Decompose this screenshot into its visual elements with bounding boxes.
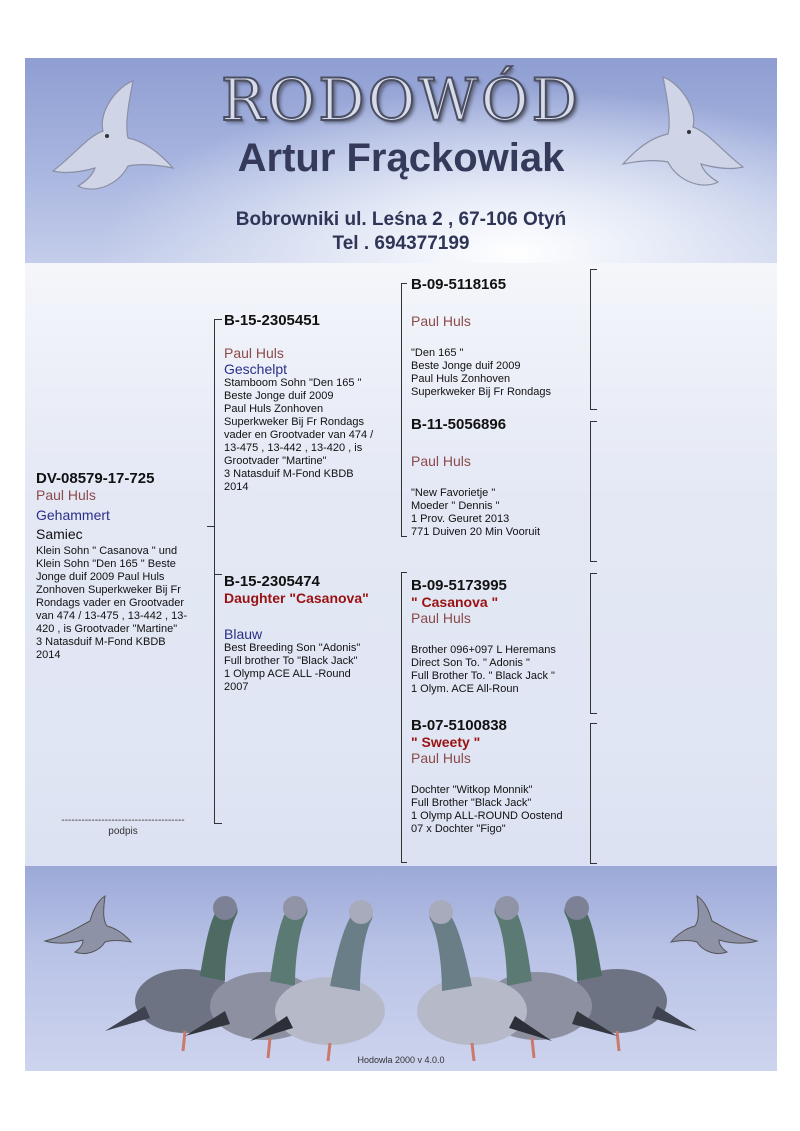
subject-breeder: Paul Huls (36, 487, 96, 503)
flying-pigeon-right-icon (671, 896, 757, 954)
signature-area (43, 815, 203, 837)
sire-colour: Geschelpt (224, 361, 288, 377)
desc-line: van 474 / 13-475 , 13-442 , 13- (36, 610, 188, 622)
flying-pigeon-left-icon (45, 896, 131, 954)
bracket-line (590, 561, 597, 562)
desc-line: Direct Son To. " Adonis " (411, 657, 530, 669)
bracket-line (401, 572, 407, 573)
dam-dam-description (411, 784, 586, 836)
bracket-line (401, 283, 402, 537)
footer-banner (25, 866, 777, 1071)
bracket-line (214, 823, 222, 824)
dam-description (224, 642, 399, 694)
subject-sex: Samiec (36, 526, 83, 542)
sire-sire-entry (411, 276, 586, 399)
desc-line: Superkweker Bij Fr Rondags (224, 416, 365, 428)
desc-line: Grootvader "Martine" (224, 455, 327, 467)
bracket-line (590, 723, 591, 863)
desc-line: 1 Olym. ACE All-Roun (411, 683, 519, 695)
desc-line: "Den 165 " (411, 347, 464, 359)
desc-line: Best Breeding Son "Adonis" (224, 642, 361, 654)
page-title: RODOWÓD (221, 66, 581, 134)
owner-name: Artur Frąckowiak (237, 136, 565, 180)
owner-contact (25, 208, 777, 256)
desc-line: Full brother To "Black Jack" (224, 655, 358, 667)
dam-name: Daughter "Casanova" (224, 590, 369, 606)
desc-line: 771 Duiven 20 Min Vooruit (411, 526, 541, 538)
bracket-line (590, 269, 591, 409)
sire-description (224, 377, 399, 494)
desc-line: Dochter "Witkop Monnik" (411, 784, 533, 796)
desc-line: Beste Jonge duif 2009 (224, 390, 334, 402)
bracket-line (590, 713, 597, 714)
dam-dam-name: " Sweety " (411, 734, 481, 750)
dam-sire-name: " Casanova " (411, 594, 499, 610)
desc-line: 13-475 , 13-442 , 13-420 , is (224, 442, 363, 454)
bracket-line (590, 573, 597, 574)
header-banner (25, 58, 777, 263)
bracket-line (214, 319, 222, 320)
desc-line: Stamboom Sohn "Den 165 " (224, 377, 362, 389)
bracket-line (214, 319, 215, 823)
sire-sire-description (411, 347, 586, 399)
dam-ring: B-15-2305474 (224, 573, 320, 590)
dam-colour: Blauw (224, 626, 263, 642)
dam-entry (224, 573, 399, 694)
desc-line: Rondags vader en Grootvader (36, 597, 184, 609)
sire-ring: B-15-2305451 (224, 312, 320, 329)
desc-line: "New Favorietje " (411, 487, 496, 499)
pedigree-sheet (25, 58, 777, 1071)
bracket-line (590, 421, 597, 422)
desc-line: 1 Olymp ACE ALL -Round (224, 668, 351, 680)
desc-line: Jonge duif 2009 Paul Huls (36, 571, 165, 583)
sire-entry (224, 312, 399, 494)
desc-line: Klein Sohn " Casanova " und (36, 545, 178, 557)
bracket-line (214, 574, 222, 575)
desc-line: Superkweker Bij Fr Rondags (411, 386, 552, 398)
software-version: Hodowla 2000 v 4.0.0 (357, 1055, 445, 1065)
bracket-line (401, 283, 407, 284)
desc-line: Full Brother "Black Jack" (411, 797, 532, 809)
dam-sire-ring: B-09-5173995 (411, 577, 507, 594)
dam-dam-breeder: Paul Huls (411, 750, 471, 766)
desc-line: Full Brother To. " Black Jack " (411, 670, 555, 682)
dam-sire-description (411, 644, 586, 696)
desc-line: 2014 (224, 481, 249, 493)
bracket-line (590, 421, 591, 561)
sire-sire-breeder: Paul Huls (411, 313, 471, 329)
desc-line: 3 Natasduif M-Fond KBDB (224, 468, 354, 480)
desc-line: 1 Olymp ALL-ROUND Oostend (411, 810, 563, 822)
sire-sire-ring: B-09-5118165 (411, 276, 507, 293)
bracket-line (401, 572, 402, 862)
signature-line: ------------------------------------- (61, 815, 185, 826)
sire-dam-ring: B-11-5056896 (411, 416, 507, 433)
desc-line: 2007 (224, 681, 249, 693)
desc-line: 07 x Dochter "Figo" (411, 823, 506, 835)
desc-line: Brother 096+097 L Heremans (411, 644, 556, 656)
subject-entry (36, 470, 211, 662)
desc-line: Paul Huls Zonhoven (411, 373, 511, 385)
signature-label: podpis (108, 826, 138, 837)
dam-dam-ring: B-07-5100838 (411, 717, 507, 734)
desc-line: 1 Prov. Geuret 2013 (411, 513, 510, 525)
dam-sire-breeder: Paul Huls (411, 610, 471, 626)
bracket-line (590, 573, 591, 713)
subject-ring: DV-08579-17-725 (36, 470, 155, 487)
desc-line: Moeder " Dennis " (411, 500, 500, 512)
bracket-line (590, 269, 597, 270)
owner-phone: Tel . 694377199 (332, 233, 470, 254)
dam-dam-entry (411, 717, 586, 836)
owner-address: Bobrowniki ul. Leśna 2 , 67-106 Otyń (235, 209, 567, 230)
bracket-line (401, 862, 407, 863)
desc-line: Beste Jonge duif 2009 (411, 360, 521, 372)
standing-pigeon-icon (564, 896, 697, 1051)
bracket-line (590, 409, 597, 410)
bracket-line (401, 536, 407, 537)
sire-breeder: Paul Huls (224, 345, 284, 361)
bracket-line (590, 863, 597, 864)
dam-sire-entry (411, 577, 586, 696)
desc-line: vader en Grootvader van 474 / (224, 429, 374, 441)
desc-line: Zonhoven Superkweker Bij Fr (36, 584, 181, 596)
standing-pigeon-icon (105, 896, 238, 1051)
sire-dam-description (411, 487, 586, 539)
pigeons-illustration (25, 866, 777, 1071)
sire-dam-entry (411, 416, 586, 539)
desc-line: Klein Sohn "Den 165 " Beste (36, 558, 176, 570)
subject-colour: Gehammert (36, 507, 110, 523)
desc-line: 2014 (36, 649, 61, 661)
desc-line: 420 , is Grootvader "Martine" (36, 623, 178, 635)
desc-line: Paul Huls Zonhoven (224, 403, 324, 415)
sire-dam-breeder: Paul Huls (411, 453, 471, 469)
bracket-line (590, 723, 597, 724)
subject-description (36, 545, 211, 662)
desc-line: 3 Natasduif M-Fond KBDB (36, 636, 166, 648)
